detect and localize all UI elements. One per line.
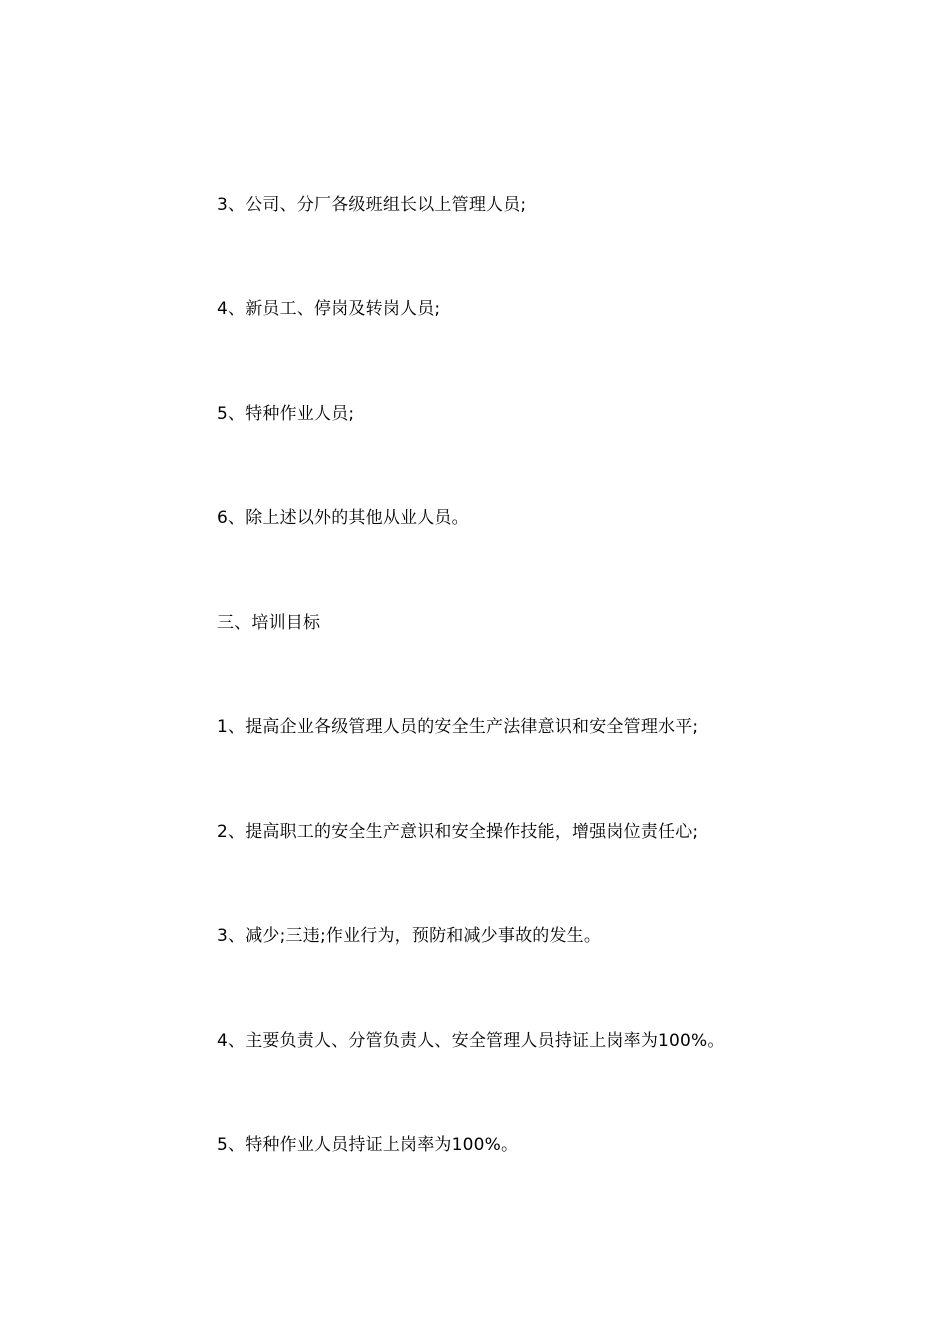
list-item-goal-2: 2、提高职工的安全生产意识和安全操作技能，增强岗位责任心;	[217, 822, 699, 842]
list-item-staff-3: 3、公司、分厂各级班组长以上管理人员;	[217, 195, 527, 215]
list-item-goal-1: 1、提高企业各级管理人员的安全生产法律意识和安全管理水平;	[217, 717, 699, 737]
list-item-staff-6: 6、除上述以外的其他从业人员。	[217, 508, 469, 528]
list-item-staff-5: 5、特种作业人员;	[217, 404, 355, 424]
list-item-goal-5: 5、特种作业人员持证上岗率为100%。	[217, 1135, 519, 1155]
list-item-goal-4: 4、主要负责人、分管负责人、安全管理人员持证上岗率为100%。	[217, 1031, 725, 1051]
list-item-staff-4: 4、新员工、停岗及转岗人员;	[217, 299, 441, 319]
section-heading-training-goals: 三、培训目标	[217, 613, 321, 633]
list-item-goal-3: 3、减少;三违;作业行为，预防和减少事故的发生。	[217, 926, 602, 946]
